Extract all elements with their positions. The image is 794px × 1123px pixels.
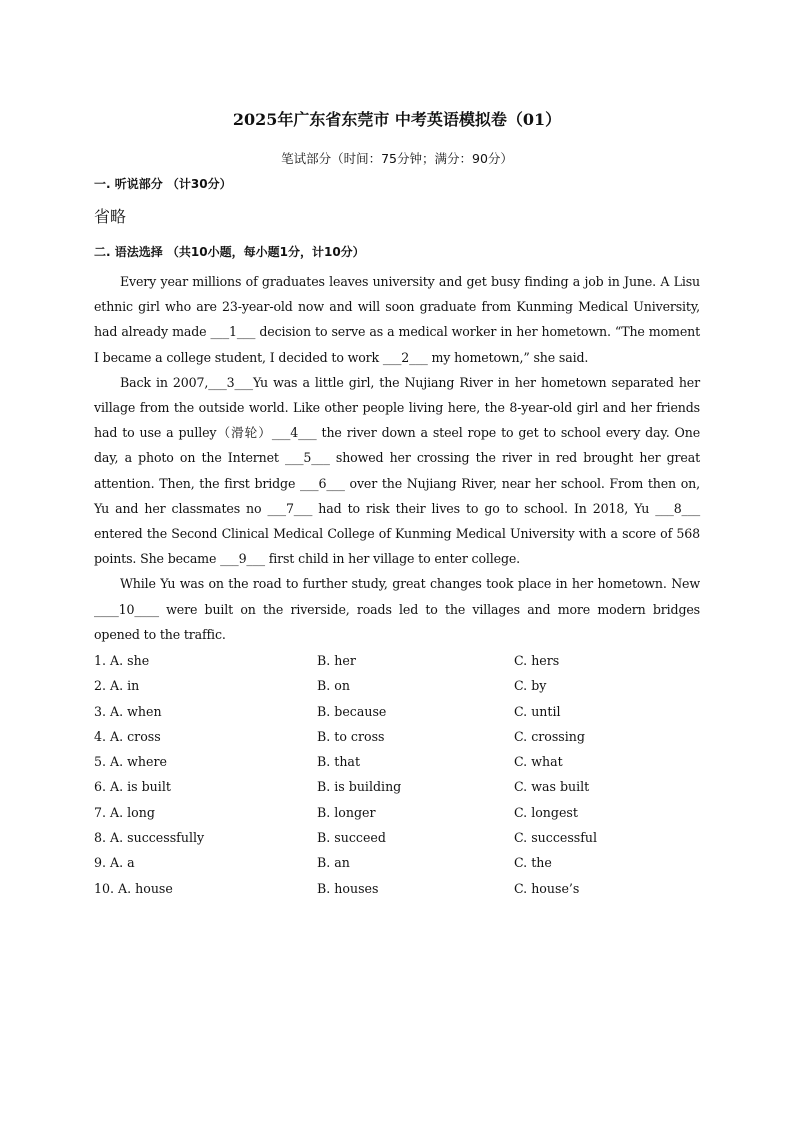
passage-paragraph-2: Back in 2007,___3___Yu was a little girl, the Nujiang River in her hometown separated her village from the outside world. Like other people living here, the 8-year-old girl and her friends had to use a pulley（滑轮）___4___ the river down a steel rope to get to school every day. One day, a photo on the Internet ___5___ showed her crossing the river in red brought her great attention. Then, the first bridge ___6___ over the Nujiang River, near her school. From then on, Yu and her classmates no ___7___ had to risk their lives to go to school. In 2018, Yu ___8___ entered the Second Clinical Medical College of Kunming Medical University with a score of 568 points. She became ___9___ first child in her village to enter college. xyxy=(94,374,700,567)
section-listening-omitted: 省略 xyxy=(94,207,127,226)
option-b: B. houses xyxy=(317,880,379,896)
option-c: C. successful xyxy=(514,830,598,846)
passage-paragraph-1: Every year millions of graduates leaves university and get busy finding a job in June. A Lisu ethnic girl who are 23-year-old now and will soon graduate from Kunming Medical University, had already made ___1___ decision to serve as a medical worker in her hometown. “The moment I became a college student, I decided to work ___2___ my hometown,” she said. xyxy=(94,274,700,365)
option-c: C. hers xyxy=(514,653,560,668)
reading-passage xyxy=(94,269,700,647)
option-b: B. because xyxy=(317,703,387,719)
option-c: C. by xyxy=(514,678,547,694)
option-b: B. succeed xyxy=(317,830,386,846)
page-subtitle: 笔试部分（时间：75分钟；满分：90分） xyxy=(281,151,513,166)
option-a: 6. A. is built xyxy=(94,779,171,795)
option-a: 1. A. she xyxy=(94,653,150,668)
option-b: B. on xyxy=(317,678,350,694)
option-row-3 xyxy=(94,699,714,724)
section-grammar-heading: 二. 语法选择 （共10小题，每小题1分，计10分） xyxy=(94,245,365,259)
option-b: B. an xyxy=(317,855,350,871)
option-a: 10. A. house xyxy=(94,880,173,896)
option-row-6 xyxy=(94,774,714,799)
option-b: B. that xyxy=(317,754,361,770)
option-c: C. longest xyxy=(514,804,578,820)
option-a: 4. A. cross xyxy=(94,728,161,744)
option-row-4 xyxy=(94,724,714,749)
option-c: C. crossing xyxy=(514,728,585,744)
option-b: B. to cross xyxy=(317,728,385,744)
option-a: 8. A. successfully xyxy=(94,830,205,846)
option-b: B. is building xyxy=(317,779,402,795)
option-row-1 xyxy=(94,648,714,673)
option-a: 2. A. in xyxy=(94,678,140,694)
option-row-7 xyxy=(94,800,714,825)
option-a: 9. A. a xyxy=(94,855,135,871)
option-c: C. what xyxy=(514,754,563,770)
option-a: 3. A. when xyxy=(94,703,162,719)
option-row-10 xyxy=(94,876,714,901)
option-c: C. the xyxy=(514,855,552,871)
option-c: C. until xyxy=(514,703,561,719)
option-row-5 xyxy=(94,749,714,774)
option-c: C. house’s xyxy=(514,880,580,896)
option-b: B. longer xyxy=(317,804,376,820)
option-c: C. was built xyxy=(514,779,590,795)
option-row-2 xyxy=(94,673,714,698)
page-title: 2025年广东省东莞市 中考英语模拟卷（01） xyxy=(232,110,562,129)
answer-options xyxy=(94,648,714,901)
option-row-9 xyxy=(94,850,714,875)
option-row-8 xyxy=(94,825,714,850)
option-b: B. her xyxy=(317,653,356,668)
option-a: 7. A. long xyxy=(94,804,155,820)
passage-paragraph-3: While Yu was on the road to further study, great changes took place in her hometown. New ____10____ were built on the riverside, roads led to the villages and more modern bridges opened to the traffic. xyxy=(94,576,700,642)
section-listening-heading: 一. 听说部分 （计30分） xyxy=(94,177,232,191)
option-a: 5. A. where xyxy=(94,754,167,770)
